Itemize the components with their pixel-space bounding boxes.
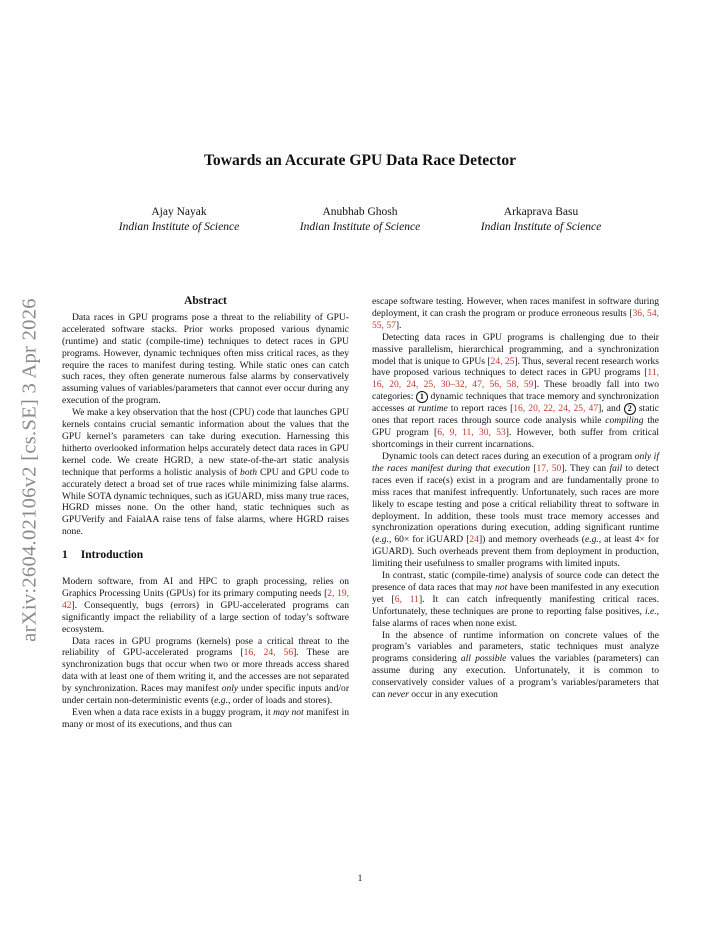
citation-link[interactable]: 11, 16, 20, 24, 25, 30–32, 47, 56, 58, 59 bbox=[372, 367, 659, 391]
author-block-2 bbox=[285, 205, 435, 235]
author-affiliation: Indian Institute of Science bbox=[480, 221, 602, 233]
body-paragraph: In the absence of runtime information on concrete values of the program’s variables and parameters, static techniques must analyze programs considering all possible values the variables (parameters) can assume during any execution. Unfortunately, it is common to conservatively consider values of a program’s variables/parameters that can never occur in any execution bbox=[372, 629, 659, 701]
circled-number-1: 1 bbox=[416, 391, 428, 403]
arxiv-identifier bbox=[6, 260, 54, 680]
paper-title: Towards an Accurate GPU Data Race Detector bbox=[203, 152, 517, 169]
citation-link[interactable]: 6, 11 bbox=[394, 593, 419, 605]
body-paragraph: In contrast, static (compile-time) analysis of source code can detect the presence of data races that may not have been manifested in any execution yet [6, 11]. It can catch infrequently manifesting critical races. Unfortunately, these techniques are prone to reporting false positives, i.e., false alarms of races when none exist. bbox=[372, 570, 659, 629]
citation-link[interactable]: 16, 24, 56 bbox=[243, 647, 294, 659]
citation-link[interactable]: 2, 19, 42 bbox=[62, 587, 349, 611]
abstract-heading: Abstract bbox=[184, 295, 227, 307]
author-affiliation: Indian Institute of Science bbox=[299, 221, 421, 233]
arxiv-id-text: arXiv:2604.02106v2 [cs.SE] 3 Apr 2026 bbox=[18, 298, 41, 642]
intro-paragraph: Modern software, from AI and HPC to graph processing, relies on Graphics Processing Units (GPUs) for its primary computing needs [2, 19, 42]. Consequently, bugs (errors) in GPU-accelerated programs can significantly impact the reliability of a large section of today’s software ecosystem. bbox=[62, 576, 349, 635]
page-number: 1 bbox=[357, 874, 363, 884]
citation-link[interactable]: 16, 20, 22, 24, 25, 47 bbox=[513, 403, 599, 415]
citation-link[interactable]: 24 bbox=[469, 534, 479, 546]
body-paragraph: escape software testing. However, when races manifest in software during deployment, it can crash the program or produce erroneous results [36, 54, 55, 57]. bbox=[372, 296, 659, 331]
section-heading: 1 Introduction bbox=[62, 549, 144, 562]
author-name: Arkaprava Basu bbox=[503, 206, 579, 218]
left-column bbox=[62, 296, 349, 731]
abstract-paragraph: Data races in GPU programs pose a threat to the reliability of GPU-accelerated software stacks. Prior works proposed various dynamic (runtime) and static (compile-time) techniques to detect races in GPU programs. However, dynamic techniques often miss critical races, as they require the races to manifest during testing. While static ones can catch such races, they often generate numerous false alarms by conservatively assuming values of variables/parameters that cannot ever occur during any execution of the program. bbox=[62, 311, 349, 407]
intro-paragraph: Even when a data race exists in a buggy program, it may not manifest in many or most of its executions, and thus can bbox=[62, 707, 349, 730]
author-block-1 bbox=[106, 205, 252, 235]
body-paragraph: Dynamic tools can detect races during an execution of a program only if the races manifest during that execution [17, 50]. They can fail to detect races even if race(s) exist in a program and are fundamentally prone to miss races that manifest infrequently. Unfortunately, such races are more likely to escape testing and pose a critical reliability threat to software in deployment. In addition, these tools must trace memory accesses and synchronization operations during execution, adding significant runtime (e.g., 60× for iGUARD [24]) and memory overheads (e.g., at least 4× for iGUARD). Such overheads prevent them from deployment in production, limiting their usefulness to smaller programs with limited inputs. bbox=[372, 450, 659, 570]
circled-number-2: 2 bbox=[624, 403, 636, 415]
body-paragraph: Detecting data races in GPU programs is challenging due to their massive parallelism, hierarchical programming, and a synchronization model that is unique to GPUs [24, 25]. Thus, several recent research works have proposed various techniques to detect races in GPU programs [11, 16, 20, 24, 25, 30–32, 47, 56, 58, 59]. These broadly fall into two categories: 1 dynamic techniques that trace memory and synchronization accesses at runtime to report races [16, 20, 22, 24, 25, 47], and 2 static ones that report races through source code analysis while compiling the GPU program [6, 9, 11, 30, 53]. However, both suffer from critical shortcomings in their current incarnations. bbox=[372, 331, 659, 451]
author-name: Anubhab Ghosh bbox=[322, 206, 398, 218]
abstract-paragraph: We make a key observation that the host (CPU) code that launches GPU kernels contains crucial semantic information about the values that the GPU kernel’s parameters can take during execution. Harnessing this hitherto overlooked information helps accurately detect data races in GPU kernel code. We create HGRD, a new state-of-the-art static analysis technique that performs a holistic analysis of both CPU and GPU code to accurately detect a broad set of true races while minimizing false alarms. While SOTA dynamic techniques, such as iGUARD, miss many true races, HGRD misses none. On the other hand, static techniques such as GPUVerify and FaialAA raise tens of false alarms, where HGRD raises none. bbox=[62, 407, 349, 538]
citation-link[interactable]: 17, 50 bbox=[536, 462, 562, 474]
intro-paragraph: Data races in GPU programs (kernels) pose a critical threat to the reliability of GPU-accelerated programs [16, 24, 56]. These are synchronization bugs that occur when two or more threads access shared data with at least one of them writing it, and the accesses are not separated by synchronization. Races may manifest only under specific inputs and/or under certain non-deterministic events (e.g., order of loads and stores). bbox=[62, 635, 350, 707]
citation-link[interactable]: 24, 25 bbox=[490, 355, 515, 367]
right-column bbox=[372, 296, 659, 701]
author-affiliation: Indian Institute of Science bbox=[118, 221, 240, 233]
author-block-3 bbox=[466, 205, 616, 235]
author-name: Ajay Nayak bbox=[151, 206, 207, 218]
citation-link[interactable]: 6, 9, 11, 30, 53 bbox=[437, 427, 506, 439]
citation-link[interactable]: 36, 54, 55, 57 bbox=[372, 307, 659, 331]
